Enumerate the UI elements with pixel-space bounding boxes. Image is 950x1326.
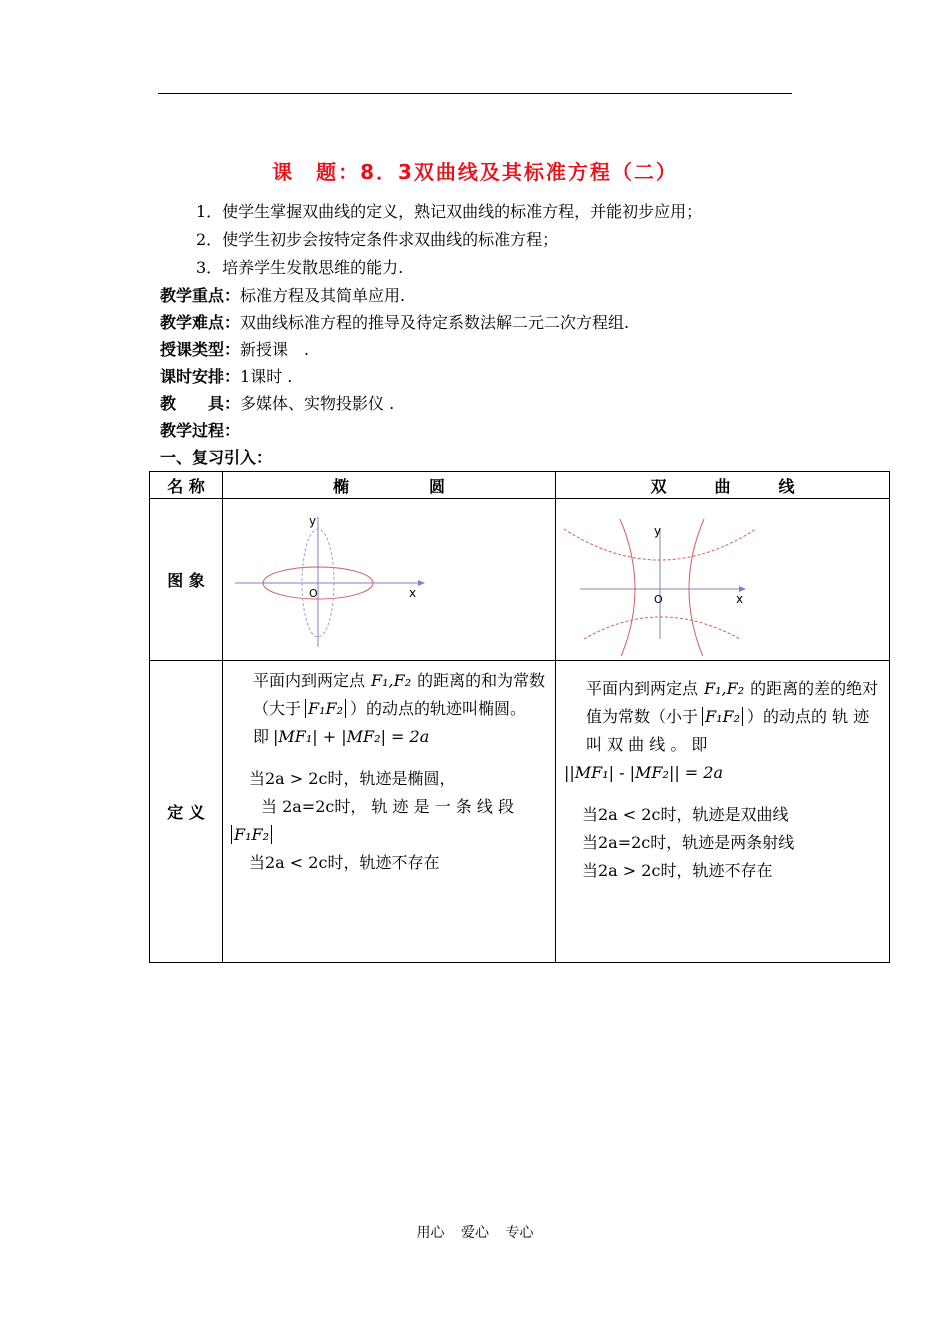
tools-label: 教 具： (160, 394, 241, 413)
hyperbola-origin-label: O (654, 593, 663, 606)
header-name: 名 称 (150, 472, 223, 499)
header-ellipse: 椭 圆 (223, 472, 556, 499)
hyperbola-lower-branch (584, 617, 740, 639)
hyperbola-cond-3: 当2a > 2c时，轨迹不存在 (582, 861, 773, 880)
difficulty (160, 310, 629, 333)
hyperbola-cond-1: 当2a < 2c时，轨迹是双曲线 (582, 805, 789, 824)
ellipse-definition (223, 661, 556, 963)
ellipse-cond-2: 当 2a=2c时， 轨 迹 是 一 条 线 段 (261, 797, 514, 816)
hyperbola-figure-cell (556, 499, 890, 661)
ellipse-cond-1: 当2a > 2c时，轨迹是椭圆， (249, 769, 456, 788)
objective-1: 1．使学生掌握双曲线的定义，熟记双曲线的标准方程，并能初步应用； (196, 202, 703, 221)
objective-3: 3．培养学生发散思维的能力. (196, 258, 404, 277)
table-row-figure (150, 499, 890, 661)
spacer (231, 751, 547, 765)
hyperbola-definition (556, 661, 890, 963)
hyperbola-x-label: x (736, 592, 744, 606)
process-label: 教学过程： (160, 421, 241, 440)
ellipse-origin-label: O (309, 587, 318, 600)
objective-2: 2．使学生初步会按特定条件求双曲线的标准方程； (196, 230, 559, 249)
hyperbola-cond-2: 当2a=2c时，轨迹是两条射线 (582, 833, 795, 852)
hyperbola-figure (556, 499, 890, 656)
spacer (564, 787, 881, 801)
section-1 (160, 445, 272, 468)
hyperbola-f1f2: F₁F₂ (702, 707, 743, 726)
key-points (160, 283, 405, 306)
hyperbola-y-label: y (654, 524, 662, 538)
table-row-definition (150, 661, 890, 963)
difficulty-text: 双曲线标准方程的推导及待定系数法解二元二次方程组. (240, 313, 630, 332)
page-footer: 用心 爱心 专心 (416, 1225, 534, 1241)
hyperbola-def-line1 (564, 667, 881, 759)
ellipse-def-p1: 平面内到两定点 (253, 671, 366, 690)
hyperbola-right-branch (689, 519, 704, 656)
ellipse-cond-2b (231, 821, 547, 849)
ellipse-def-p3: ）的动点的轨迹叫椭圆。即 (253, 699, 527, 746)
hyperbola-eq-line (564, 759, 881, 787)
ellipse-figure-cell (223, 499, 556, 661)
ellipse-x-arrow (418, 580, 425, 586)
top-rule (158, 93, 792, 94)
ellipse-def-line1 (231, 667, 547, 751)
key-points-text: 标准方程及其简单应用. (240, 286, 406, 305)
hours (160, 364, 292, 387)
key-points-label: 教学重点： (160, 286, 241, 305)
difficulty-label: 教学难点： (160, 313, 241, 332)
ellipse-segment: F₁F₂ (231, 825, 272, 844)
hyperbola-def-p3: ）的动点的 轨 迹 叫 双 曲 线 。 即 (586, 707, 870, 754)
ellipse-x-label: x (409, 586, 417, 600)
hours-text: 1课时 . (240, 367, 293, 386)
header-hyperbola: 双 曲 线 (556, 472, 890, 499)
lesson-type (160, 337, 309, 360)
ellipse-y-label: y (309, 514, 317, 528)
ellipse-figure (223, 499, 556, 656)
table-header-row (150, 472, 890, 499)
process (160, 418, 240, 441)
ellipse-f1f2: F₁F₂ (305, 699, 346, 718)
section-1-label: 一、复习引入： (160, 448, 273, 467)
hyperbola-def-p1: 平面内到两定点 (586, 679, 699, 698)
hours-label: 课时安排： (160, 367, 241, 386)
ellipse-def-p2: 的距离的和为常数（大于 (253, 671, 546, 718)
lesson-type-text: 新授课 . (240, 340, 310, 359)
tools (160, 391, 394, 414)
tools-text: 多媒体、实物投影仪 . (240, 394, 395, 413)
ellipse-cond-3: 当2a < 2c时，轨迹不存在 (249, 853, 440, 872)
lesson-type-label: 授课类型： (160, 340, 241, 359)
ellipse-equation: |MF₁| + |MF₂| = 2a (273, 727, 430, 746)
hyperbola-def-p2: 的距离的差的绝对值为常数（小于 (586, 679, 879, 726)
definition-row-label: 定 义 (150, 661, 223, 963)
hyperbola-left-branch (620, 519, 635, 656)
ellipse-foci: F₁,F₂ (371, 671, 412, 690)
hyperbola-foci: F₁,F₂ (704, 679, 745, 698)
page-title: 课 题：8．3双曲线及其标准方程（二） (272, 160, 678, 184)
figure-row-label: 图 象 (150, 499, 223, 661)
hyperbola-equation: ||MF₁| - |MF₂|| = 2a (564, 763, 724, 782)
comparison-table (149, 471, 890, 963)
